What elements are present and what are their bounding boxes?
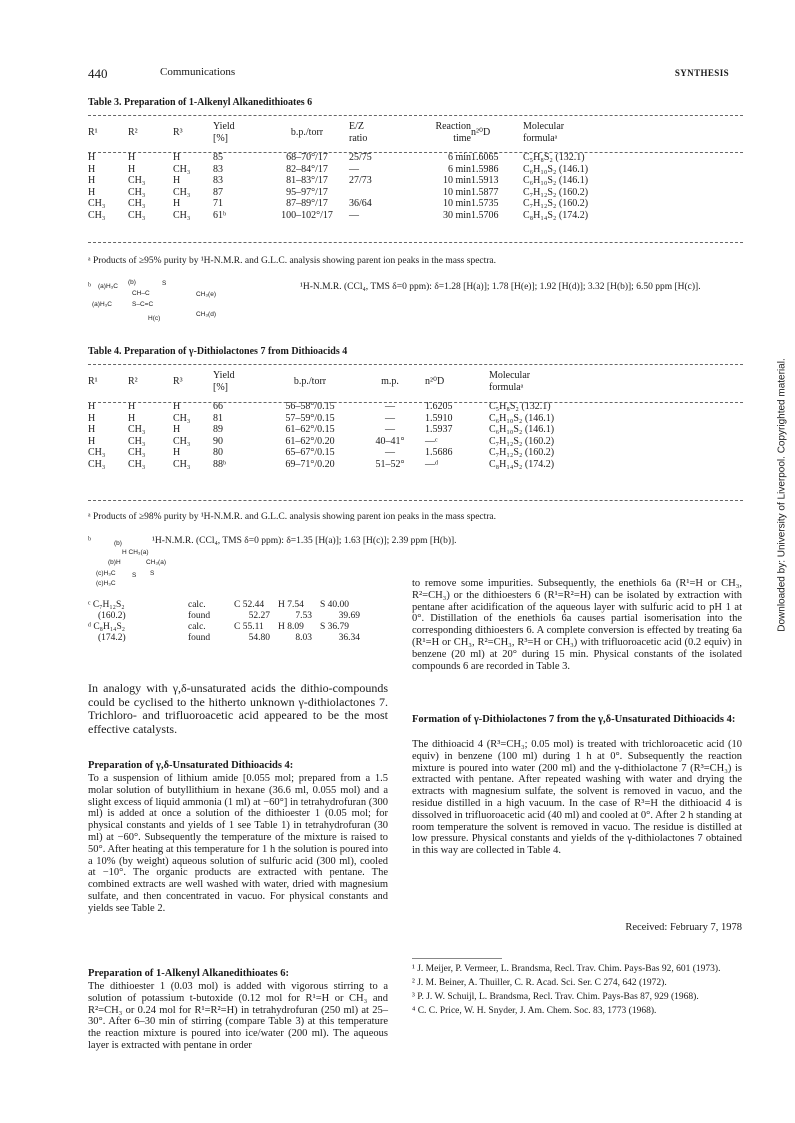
table-cell: 1.5913 <box>471 175 499 186</box>
table-cell: CH₃ <box>173 458 191 470</box>
table-cell: 90 <box>213 435 223 447</box>
download-watermark <box>775 280 789 710</box>
column-header: Reaction time <box>435 121 471 144</box>
table-cell: 88ᵇ <box>213 458 227 470</box>
table4-footnote-b-marker: ᵇ <box>88 536 91 546</box>
reference-text: J. Meijer, P. Vermeer, L. Brandsma, Recl. Trav. Chim. Pays-Bas 92, 601 (1973). <box>417 964 721 974</box>
column-header: Yield [%] <box>213 370 235 393</box>
analysis-marker: ᵈ <box>88 622 91 632</box>
table-cell: 6 min <box>447 163 471 175</box>
table-cell: —ᶜ <box>425 435 438 447</box>
table3-footnote-a: ᵃ Products of ≥95% purity by ¹H-N.M.R. and G.L.C. analysis showing parent ion peaks in the mass spectra. <box>88 256 497 266</box>
table-cell: — <box>349 163 359 175</box>
table-cell: — <box>349 209 359 221</box>
table-cell: CH₃ <box>88 447 106 458</box>
struct-label: S <box>132 572 137 579</box>
table4-structure <box>96 540 186 590</box>
table-cell: — <box>385 447 395 458</box>
section-heading-alkenyl: Preparation of 1-Alkenyl Alkanedithioates 6: <box>88 968 290 979</box>
column-header: m.p. <box>381 375 399 387</box>
table-cell: CH₃ <box>173 186 191 198</box>
table-cell: CH₃ <box>88 458 106 470</box>
reference-text: C. C. Price, W. H. Snyder, J. Am. Chem. Soc. 83, 1773 (1968). <box>417 1006 657 1016</box>
reference-number: ³ <box>412 992 418 1002</box>
table-cell: 10 min <box>442 186 471 198</box>
table-cell: 56–58°/0.15 <box>285 401 335 412</box>
table-cell: CH₃ <box>128 458 146 470</box>
section-heading-dithioacids: Preparation of γ,δ-Unsaturated Dithioacids 4: <box>88 760 294 771</box>
column-header: b.p./torr <box>293 375 327 387</box>
table-cell: H <box>173 424 181 435</box>
struct-label: (c)H₃C <box>96 570 116 577</box>
reference-number: ⁴ <box>412 1006 418 1016</box>
table-cell: C₇H₁₂S₂ (160.2) <box>489 435 555 447</box>
table3-footnote-b: ¹H-N.M.R. (CCl₄, TMS δ=0 ppm): δ=1.28 [H(a)]; 1.78 [H(e)]; 1.92 [H(d)]; 3.32 [H(b)]; 6.50 ppm [H(c)]. <box>300 282 701 292</box>
analysis-row <box>88 622 360 633</box>
table-cell: 61–62°/0.20 <box>285 435 335 447</box>
analysis-cell: calc. <box>188 600 206 610</box>
page-number: 440 <box>88 66 108 81</box>
table4-bottom-rule <box>88 500 743 501</box>
analysis-row <box>88 600 360 611</box>
table-cell: 1.5986 <box>471 163 499 175</box>
analysis-cell: H 7.54 <box>278 600 304 610</box>
table-cell: H <box>88 424 96 435</box>
table-cell: 85 <box>213 152 223 163</box>
table-row <box>88 436 609 448</box>
table-cell: 10 min <box>442 175 471 186</box>
table3-top-rule <box>88 115 743 116</box>
table-cell: 89 <box>213 424 223 435</box>
table-cell: C₆H₁₀S₂ (146.1) <box>489 412 555 424</box>
table-cell: CH₃ <box>88 198 106 209</box>
struct-label: S–C=C <box>132 301 154 308</box>
continued-paragraph: to remove some impurities. Subsequently, the enethiols 6a (R¹=H or CH₃, R²=CH₃) or the dithioesters 6 (R¹=R²=H) can be isolated by extraction with pentane after acidification of the aqueous layer with sulfuric acid to pH 1 at 0°. Distillation of the enethiols 6a causes partial isomerisation into the corresponding dithioesters 6. A complete conversion is effected by treating 6a (R¹=H or CH₃, R²=CH₃, R³=H or CH₃) with trifluoroacetic acid (0.2 equiv) in benzene (20 ml) at 20° during 15 min. Physical constants of the isolated compounds 6 are recorded in Table 3. <box>412 578 742 672</box>
table-cell: 81 <box>213 412 223 424</box>
table-cell: 83 <box>213 163 223 175</box>
column-header: R³ <box>173 126 183 138</box>
table-cell: H <box>88 435 96 447</box>
table-cell: 1.5706 <box>471 209 499 221</box>
table-cell: 1.5686 <box>425 447 453 458</box>
table3 <box>88 121 643 221</box>
table4-mid-rule <box>88 402 743 403</box>
reference-item <box>412 1006 742 1017</box>
table4-caption: Table 4. Preparation of γ-Dithiolactones 7 from Dithioacids 4 <box>88 346 348 357</box>
table-cell: 1.5877 <box>471 186 499 198</box>
analysis-cell: 36.34 <box>338 633 360 643</box>
column-header: n²⁰D <box>471 126 491 138</box>
table-cell: H <box>128 152 136 163</box>
table-cell: — <box>385 412 395 424</box>
reference-item <box>412 978 742 989</box>
table-cell: 51–52° <box>375 458 405 470</box>
table-cell: C₆H₁₀S₂ (146.1) <box>489 424 555 435</box>
table-row <box>88 413 609 425</box>
reference-item <box>412 992 742 1003</box>
reference-number: ¹ <box>412 964 418 974</box>
references-list <box>412 964 742 1020</box>
column-header: E/Z ratio <box>349 121 368 144</box>
table-cell: 95–97°/17 <box>286 186 328 198</box>
table-cell: 65–67°/0.15 <box>285 447 335 458</box>
table-cell: 100–102°/17 <box>281 209 333 221</box>
struct-label: H(c) <box>148 315 161 322</box>
analysis-cell: found <box>188 611 211 621</box>
section-text-alkenyl: The dithioester 1 (0.03 mol) is added with vigorous stirring to a solution of potassium t-butoxide (0.12 mol for R¹=H or CH₃ and R²=CH₃ or 0.24 mol for R¹=R²=H) in tetrahydrofuran (250 ml) at 25–30°. After 6–30 min of stirring (compare Table 3) at this temperature the reaction mixture is poured into ice/water (200 ml). The aqueous layer is extracted with pentane in order <box>88 981 388 1051</box>
analysis-cell: calc. <box>188 622 206 632</box>
journal-name: SYNTHESIS <box>674 68 729 78</box>
table-cell: 61–62°/0.15 <box>285 424 335 435</box>
reference-text: J. M. Beiner, A. Thuiller, C. R. Acad. Sci. Ser. C 274, 642 (1972). <box>417 978 667 988</box>
reference-number: ² <box>412 978 418 988</box>
table-cell: —ᵈ <box>425 458 439 470</box>
table-row <box>88 210 643 222</box>
table-cell: — <box>385 401 395 412</box>
table-cell: 1.5735 <box>471 198 499 209</box>
analysis-formula: C₇H₁₂S₂ <box>92 600 125 610</box>
struct-label: (c)H₃C <box>96 580 116 587</box>
table3-bottom-rule <box>88 242 743 243</box>
column-header: R¹ <box>88 126 98 138</box>
running-head: Communications <box>160 66 236 78</box>
table-cell: CH₃ <box>128 175 146 186</box>
section-text-lactones: The dithioacid 4 (R³=CH₃; 0.05 mol) is treated with trichloroacetic acid (10 equiv) in benzene (100 ml) during 1 h at 0°. Subsequently the reaction mixture is poured into water (200 ml) and the γ-dithiolactone 7 (R³=CH₃) is extracted with pentane. After repeated washing with water and drying the extracts with magnesium sulfate, the solvent is removed in vacuo, and the residue distilled in a high vacuum. In the case of R³=H the dithioacid 4 is dissolved in trifluoroacetic acid (40 ml) and cooled at 0°. After 2 h standing at room temperature the solvent is removed in vacuo. The residue is distilled at low pressure. Physical constants and yields of the γ-dithiolactones 7 obtained in this way are collected in Table 4. <box>412 739 742 857</box>
table-cell: CH₃ <box>128 424 146 435</box>
table-cell: C₆H₁₀S₂ (146.1) <box>523 163 589 175</box>
table-cell: C₇H₁₂S₂ (160.2) <box>489 447 555 458</box>
analysis-cell: S 40.00 <box>320 600 350 610</box>
section-text-dithioacids: To a suspension of lithium amide [0.055 mol; prepared from a 1.5 molar solution of butyllithium in hexane (36.6 ml, 0.055 mol) and a slight excess of liquid ammonia (1 ml) at −60°] in tetrahydrofuran (300 ml) is added at once a solution of the dithioester 1 (0.05 mol; for physical constants and yields of 1 see Table 1) in tetrahydrofuran (30 ml) at −60°. Subsequently the temperature of the mixture is raised to 50°. After heating at this temperature for 1 h the solution is poured into a 10% (by weight) aqueous solution of sulfuric acid (300 ml), cooled at −10°. The organic products are extracted with pentane. The combined extracts are well washed with water, dried with magnesium sulfate, and then concentrated in vacuo. For physical constants and yields see Table 2. <box>88 773 388 914</box>
column-header: R² <box>128 375 138 387</box>
analysis-cell: 52.27 <box>248 611 270 621</box>
table-row <box>88 187 643 199</box>
elemental-analysis <box>88 600 360 644</box>
table-cell: 1.5937 <box>425 424 453 435</box>
table-cell: CH₃ <box>88 209 106 221</box>
analysis-cell: 54.80 <box>248 633 270 643</box>
table3-caption: Table 3. Preparation of 1-Alkenyl Alkanedithioates 6 <box>88 97 313 108</box>
table-cell: H <box>173 401 181 412</box>
table-cell: C₈H₁₄S₂ (174.2) <box>523 209 589 221</box>
column-header: Yield [%] <box>213 121 235 144</box>
references-rule <box>412 958 502 959</box>
table4-top-rule <box>88 364 743 365</box>
table-cell: H <box>128 412 136 424</box>
struct-label: (b) <box>128 279 136 286</box>
struct-label: S <box>150 570 155 577</box>
table-cell: H <box>88 175 96 186</box>
table-cell: 80 <box>213 447 223 458</box>
struct-label: (a)H₃C <box>98 283 118 290</box>
table-cell: 27/73 <box>349 175 372 186</box>
table-cell: 6 min <box>447 152 471 163</box>
struct-label: (b)H <box>108 559 121 566</box>
table-cell: 10 min <box>442 198 471 209</box>
analysis-marker: ᶜ <box>88 600 91 610</box>
table-cell: 69–71°/0.20 <box>285 458 335 470</box>
analysis-cell: C 52.44 <box>234 600 265 610</box>
reference-item <box>412 964 742 975</box>
table-cell: H <box>88 412 96 424</box>
table-cell: CH₃ <box>128 447 146 458</box>
analysis-cell: 8.03 <box>295 633 312 643</box>
table4-footnote-b: ¹H-N.M.R. (CCl₄, TMS δ=0 ppm): δ=1.35 [H(a)]; 1.63 [H(c)]; 2.39 ppm [H(b)]. <box>152 536 457 546</box>
table-cell: — <box>385 424 395 435</box>
table-cell: 25/75 <box>349 152 372 163</box>
column-header: R² <box>128 126 138 138</box>
column-header: b.p./torr <box>290 126 324 138</box>
analysis-cell: H 8.09 <box>278 622 304 632</box>
table-cell: 68–70°/17 <box>286 152 328 163</box>
struct-label: CH₃(d) <box>196 311 216 318</box>
table-cell: 71 <box>213 198 223 209</box>
table-cell: CH₃ <box>173 412 191 424</box>
table-cell: 81–83°/17 <box>286 175 328 186</box>
table-cell: 87–89°/17 <box>286 198 328 209</box>
received-date: Received: February 7, 1978 <box>625 922 742 933</box>
table-cell: 30 min <box>442 209 471 221</box>
table-row <box>88 447 609 459</box>
table3-mid-rule <box>88 152 743 153</box>
struct-label: CH–C <box>132 290 150 297</box>
table-cell: 1.6065 <box>471 152 499 163</box>
table3-structure <box>92 279 262 328</box>
table-cell: H <box>128 163 136 175</box>
analysis-mw: (160.2) <box>98 611 126 621</box>
table4-footnote-a: ᵃ Products of ≥98% purity by ¹H-N.M.R. and G.L.C. analysis showing parent ion peaks in the mass spectra. <box>88 512 497 522</box>
table-cell: H <box>173 198 181 209</box>
table-cell <box>349 187 401 199</box>
table-cell: H <box>88 401 96 412</box>
table3-footnote-b-marker: ᵇ <box>88 282 91 292</box>
column-header: Molecular formulaᵃ <box>489 370 531 393</box>
struct-label: (b) <box>114 540 122 547</box>
table-cell: C₈H₁₄S₂ (174.2) <box>489 458 555 470</box>
table-cell: H <box>88 152 96 163</box>
table-cell: 36/64 <box>349 198 372 209</box>
table-cell: 1.6205 <box>425 401 453 412</box>
table-cell: H <box>88 163 96 175</box>
table-row <box>88 164 643 176</box>
table-cell: H <box>173 175 181 186</box>
table-cell: 57–59°/0.15 <box>285 412 335 424</box>
analysis-mw: (174.2) <box>98 633 126 643</box>
column-header: R¹ <box>88 375 98 387</box>
table-cell: CH₃ <box>128 435 146 447</box>
reference-text: P. J. W. Schuijl, L. Brandsma, Recl. Trav. Chim. Pays-Bas 87, 929 (1968). <box>417 992 699 1002</box>
table-cell: 40–41° <box>375 435 405 447</box>
table-cell: 1.5910 <box>425 412 453 424</box>
table-cell: C₅H₈S₂ (132.1) <box>523 152 585 163</box>
table-row <box>88 175 643 187</box>
table-row <box>88 424 609 436</box>
watermark-text: Downloaded by: University of Liverpool. Copyrighted material. <box>776 358 788 632</box>
table-cell: H <box>128 401 136 412</box>
table-cell: CH₃ <box>128 198 146 209</box>
analysis-cell: found <box>188 633 211 643</box>
struct-label: S <box>162 280 167 287</box>
table-cell: CH₃ <box>128 209 146 221</box>
table4 <box>88 370 609 470</box>
struct-label: CH₃(a) <box>146 559 166 566</box>
table-cell: 61ᵇ <box>213 209 227 221</box>
analysis-cell: S 36.79 <box>320 622 350 632</box>
table-row <box>88 459 609 471</box>
table-cell: CH₃ <box>173 435 191 447</box>
table-cell: 87 <box>213 186 223 198</box>
table-cell: C₅H₈S₂ (132.1) <box>489 401 551 412</box>
analysis-cell: 7.53 <box>295 611 312 621</box>
analysis-row <box>88 633 360 644</box>
table-cell: H <box>88 186 96 198</box>
struct-label: CH₃(e) <box>196 291 216 298</box>
table-cell: C₇H₁₂S₂ (160.2) <box>523 186 589 198</box>
table-row <box>88 144 643 164</box>
table-cell: CH₃ <box>173 209 191 221</box>
analysis-cell: C 55.11 <box>234 622 264 632</box>
analysis-formula: C₈H₁₄S₂ <box>93 622 126 632</box>
table-cell: H <box>173 152 181 163</box>
analysis-row <box>88 611 360 622</box>
section-heading-lactones: Formation of γ-Dithiolactones 7 from the γ,δ-Unsaturated Dithioacids 4: <box>412 714 736 725</box>
column-header: R³ <box>173 375 183 387</box>
table-cell: 83 <box>213 175 223 186</box>
table-cell: CH₃ <box>173 163 191 175</box>
struct-label: (a)H₃C <box>92 301 112 308</box>
analysis-cell: 39.69 <box>338 611 360 621</box>
struct-label: H CH₃(a) <box>122 549 149 556</box>
table-cell: H <box>173 447 181 458</box>
table-cell: C₆H₁₀S₂ (146.1) <box>523 175 589 186</box>
column-header: Molecular formulaᵃ <box>523 121 565 144</box>
table-cell: 66 <box>213 401 223 412</box>
table-row <box>88 198 643 210</box>
table-cell: C₇H₁₂S₂ (160.2) <box>523 198 589 209</box>
table-cell: 82–84°/17 <box>286 163 328 175</box>
table-cell: CH₃ <box>128 186 146 198</box>
table4-header-row <box>88 370 609 393</box>
table3-header-row <box>88 121 643 144</box>
intro-paragraph: In analogy with γ,δ-unsaturated acids the dithio-compounds could be cyclised to the hitherto unknown γ-dithiolactones 7. Trichloro- and trifluoroacetic acid appeared to be the most effective catalysts. <box>88 681 388 736</box>
column-header: n²⁰D <box>425 375 445 387</box>
